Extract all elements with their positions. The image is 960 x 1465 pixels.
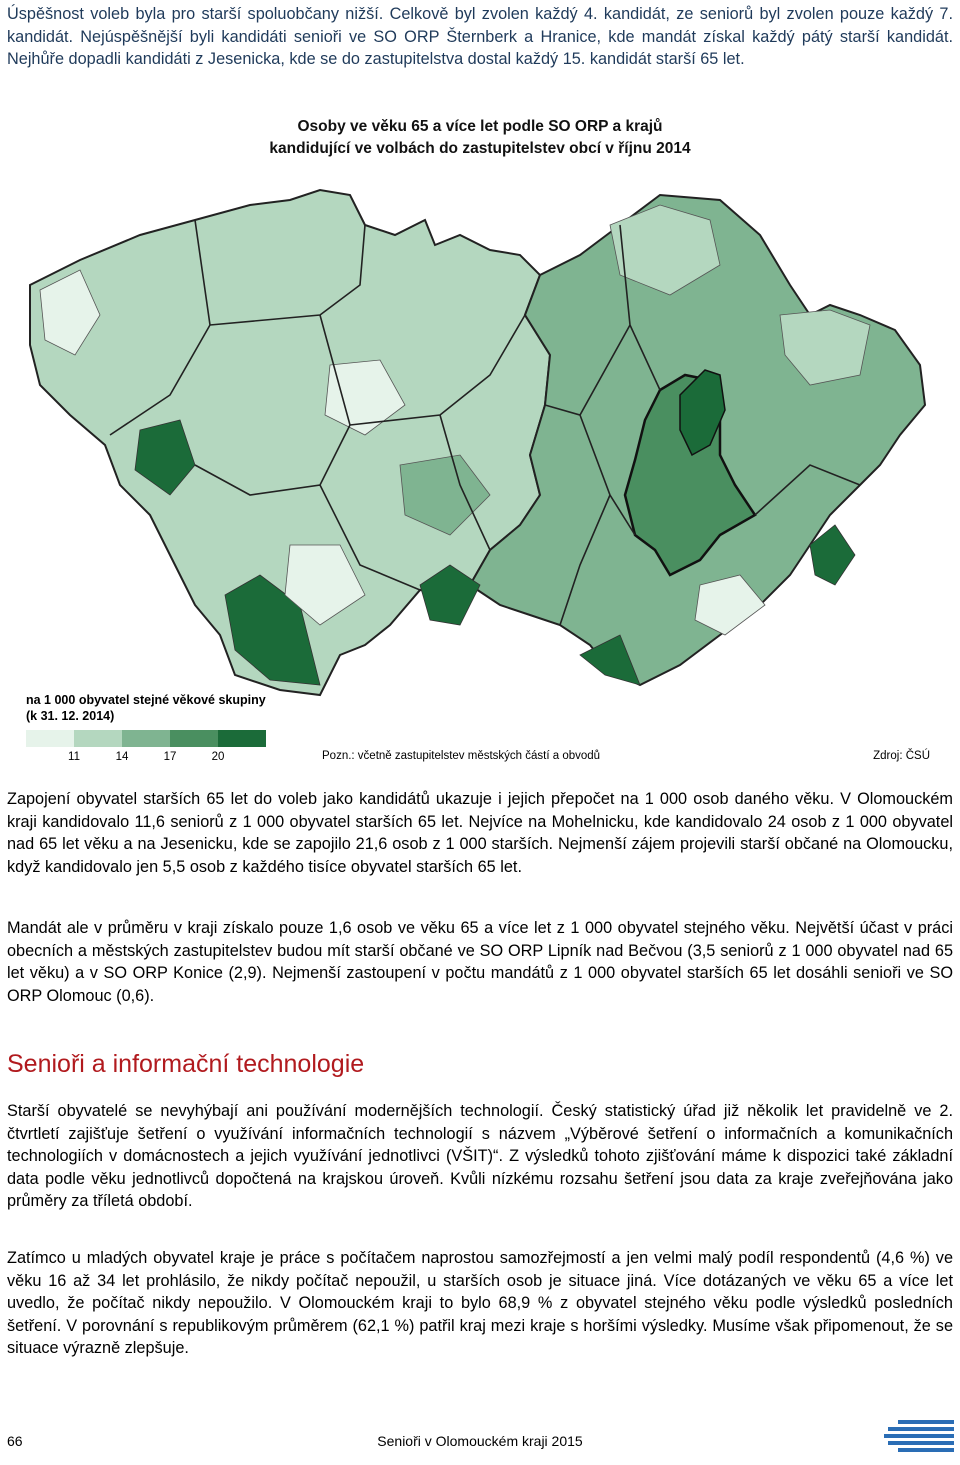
- legend-tick: 11: [68, 751, 80, 763]
- map-title-line2: kandidující ve volbách do zastupitelstev obcí v říjnu 2014: [269, 140, 691, 157]
- map-title: [170, 116, 790, 160]
- legend-title-line1: na 1 000 obyvatel stejné věkové skupiny: [26, 693, 266, 707]
- csu-logo-icon: [884, 1418, 954, 1458]
- legend-color-scale: [26, 730, 266, 747]
- legend-swatch-5: [218, 730, 266, 747]
- legend-tick: 20: [211, 751, 225, 763]
- legend-swatch-1: [26, 730, 74, 747]
- paragraph-candidates: Zapojení obyvatel starších 65 let do voleb jako kandidátů ukazuje i jejich přepočet na 1 000 osob daného věku. V Olomouckém kraji kandidovalo 11,6 seniorů z 1 000 obyvatel starších 65 let. Nejvíce na Mohelnicku, kde kandidovalo 24 osob z 1 000 obyvatel nad 65 let věku a na Jesenicku, kde se zapojilo 21,6 osob z 1 000 starších. Nejmenší zájem projevili starší občané na Olomoucku, když kandidovalo jen 5,5 osob z každého tisíce obyvatel starších 65 let.: [7, 790, 953, 876]
- legend-swatch-4: [170, 730, 218, 747]
- legend-swatch-2: [74, 730, 122, 747]
- choropleth-map: [20, 165, 960, 725]
- intro-paragraph: Úspěšnost voleb byla pro starší spoluobčany nižší. Celkově byl zvolen každý 4. kandidát, ze seniorů byl zvolen pouze každý 7. kandidát. Nejúspěšnější byli kandidáti senioři ve SO ORP Šternberk a Hranice, kde mandát získal každý pátý starší kandidát. Nejhůře dopadli kandidáti z Jesenicka, kde se do zastupitelstva dostal každý 15. kandidát starší 65 let.: [7, 5, 953, 68]
- paragraph-mandates: Mandát ale v průměru v kraji získalo pouze 1,6 osob ve věku 65 a více let z 1 000 obyvatel stejného věku. Největší účast v práci obecních a městských zastupitelstev budou mít starší občané ve SO ORP Lipník nad Bečvou (3,5 seniorů z 1 000 obyvatel nad 65 let věku) a v SO ORP Konice (2,9). Nejmenší zastoupení v počtu mandátů z 1 000 obyvatel starších 65 let dosáhli senioři ve SO ORP Olomouc (0,6).: [7, 919, 953, 1005]
- map-source: Zdroj: ČSÚ: [873, 750, 930, 762]
- legend-title: [26, 692, 266, 724]
- section-heading: Senioři a informační technologie: [7, 1050, 365, 1078]
- legend-ticks: [26, 751, 286, 767]
- page-number: 66: [7, 1433, 23, 1449]
- legend-tick: 14: [115, 751, 129, 763]
- paragraph-it-results: Zatímco u mladých obyvatel kraje je práce s počítačem naprostou samozřejmostí a jen velmi malý podíl respondentů (4,6 %) ve věku 16 až 34 let prohlásilo, že nikdy počítač nepoužil, u starších osob je situace jiná. Více dotázaných ve věku 65 a více let uvedlo, že počítač nikdy nepoužilo. V Olomouckém kraji to bylo 68,9 % z obyvatel stejného věku podle výsledků posledních šetření. V porovnání s republikovým průměrem (62,1 %) patřil kraj mezi kraje s horšími výsledky. Musíme však připomenout, že se situace výrazně zlepšuje.: [7, 1249, 953, 1357]
- footer-title: Senioři v Olomouckém kraji 2015: [377, 1433, 583, 1449]
- legend-tick: 17: [163, 751, 177, 763]
- paragraph-it-intro: Starší obyvatelé se nevyhýbají ani používání modernějších technologií. Český statistický úřad již několik let pravidelně ve 2. čtvrtletí zajišťuje šetření o využívání informačních technologií s názvem „Výběrové šetření o informačních a komunikačních technologiích v domácnostech a jejich využívání jednotlivci (VŠIT)“. Z výsledků tohoto zjišťování máme k dispozici také základní data podle věku jednotlivců dopočtená na krajskou úroveň. Kvůli nízkému rozsahu šetření jsou data za kraje zveřejňována jako průměry za tříletá období.: [7, 1102, 953, 1210]
- legend-swatch-3: [122, 730, 170, 747]
- map-note: Pozn.: včetně zastupitelstev městských částí a obvodů: [322, 750, 601, 762]
- legend-title-line2: (k 31. 12. 2014): [26, 709, 115, 723]
- map-title-line1: Osoby ve věku 65 a více let podle SO ORP a krajů: [297, 118, 663, 135]
